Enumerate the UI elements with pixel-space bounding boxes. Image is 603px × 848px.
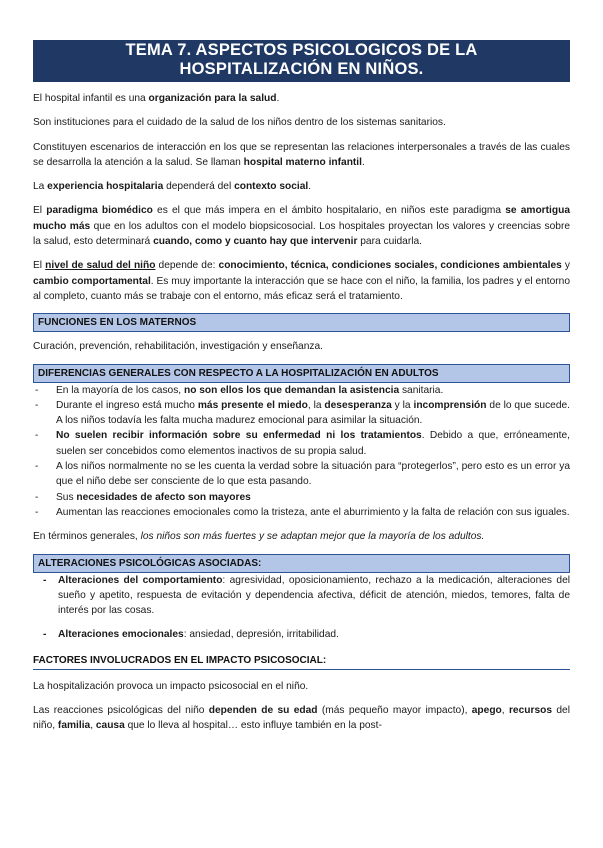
intro-paragraph-2: Son instituciones para el cuidado de la salud de los niños dentro de los sistemas sanitarios. xyxy=(33,117,446,129)
intro-paragraph-4: La experiencia hospitalaria dependerá del contexto social. xyxy=(33,181,312,193)
alteraciones-list xyxy=(33,573,570,643)
list-item: - Durante el ingreso está mucho más presente el miedo, la desesperanza y la incomprensión de lo que sucede. A los niños todavía les falta mucha madurez emocional para asimilar la situación. xyxy=(33,398,570,429)
diferencias-closing: En términos generales, los niños son más fuertes y se adaptan mejor que la mayoría de los adultos. xyxy=(33,531,485,543)
section-header-diferencias: DIFERENCIAS GENERALES CON RESPECTO A LA HOSPITALIZACIÓN EN ADULTOS xyxy=(33,364,570,383)
intro-paragraph-1: El hospital infantil es una organización para la salud. xyxy=(33,93,280,104)
title-line-1: TEMA 7. ASPECTOS PSICOLOGICOS DE LA xyxy=(125,41,478,59)
section-header-factores: FACTORES INVOLUCRADOS EN EL IMPACTO PSICOSOCIAL: xyxy=(33,652,570,670)
page-title xyxy=(33,40,570,82)
intro-paragraph-6: El nivel de salud del niño depende de: conocimiento, técnica, condiciones sociales, condiciones ambientales y cambio comportamental. Es muy importante la interacción que se hace con el niño, la familia, los padres y el entorno al completo, cuanto más se trabaje con el entorno, más eficaz será el tratamiento. xyxy=(33,260,571,302)
title-line-2: HOSPITALIZACIÓN EN NIÑOS. xyxy=(179,60,424,78)
list-item: - En la mayoría de los casos, no son ellos los que demandan la asistencia sanitaria. xyxy=(33,383,570,398)
factores-paragraph-2: Las reacciones psicológicas del niño dependen de su edad (más pequeño mayor impacto), apego, recursos del niño, familia, causa que lo lleva al hospital… esto influye también en la post- xyxy=(33,705,570,732)
document-page xyxy=(33,40,570,734)
list-item: - Alteraciones del comportamiento: agresividad, oposicionamiento, rechazo a la medicación, alteraciones del sueño y apetito, respuesta de evitación y dependencia afectiva, déficit de atención, miedos, temores, falta de interés por las cosas. xyxy=(33,573,570,619)
factores-paragraph-1: La hospitalización provoca un impacto psicosocial en el niño. xyxy=(33,680,309,692)
section-header-funciones: FUNCIONES EN LOS MATERNOS xyxy=(33,313,570,332)
section-header-alteraciones: ALTERACIONES PSICOLÓGICAS ASOCIADAS: xyxy=(33,554,570,573)
list-item: - A los niños normalmente no se les cuenta la verdad sobre la situación para “protegerlos”, pero esto es un error ya que el niño debe ser consciente de lo que esta pasando. xyxy=(33,459,570,490)
intro-paragraph-3: Constituyen escenarios de interacción en los que se representan las relaciones interpersonales a través de las cuales se desarrolla la atención a la salud. Se llaman hospital materno infantil. xyxy=(33,141,570,168)
list-item: - Aumentan las reacciones emocionales como la tristeza, ante el aburrimiento y la falta de relación con sus iguales. xyxy=(33,505,570,520)
intro-paragraph-5: El paradigma biomédico es el que más impera en el ámbito hospitalario, en niños este paradigma se amortigua mucho más que en los adultos con el modelo biopsicosocial. Los hospitales proyectan los valores y creencias sobre la salud, esto determinará cuando, como y cuanto hay que intervenir para cuidarla. xyxy=(33,205,570,248)
funciones-text: Curación, prevención, rehabilitación, investigación y enseñanza. xyxy=(33,341,323,353)
list-item: - No suelen recibir información sobre su enfermedad ni los tratamientos. Debido a que, erróneamente, suelen ser concebidos como elementos inactivos de su propia salud. xyxy=(33,428,570,459)
diferencias-list xyxy=(33,383,570,521)
list-item: - Alteraciones emocionales: ansiedad, depresión, irritabilidad. xyxy=(33,627,570,642)
list-item: - Sus necesidades de afecto son mayores xyxy=(33,490,570,505)
